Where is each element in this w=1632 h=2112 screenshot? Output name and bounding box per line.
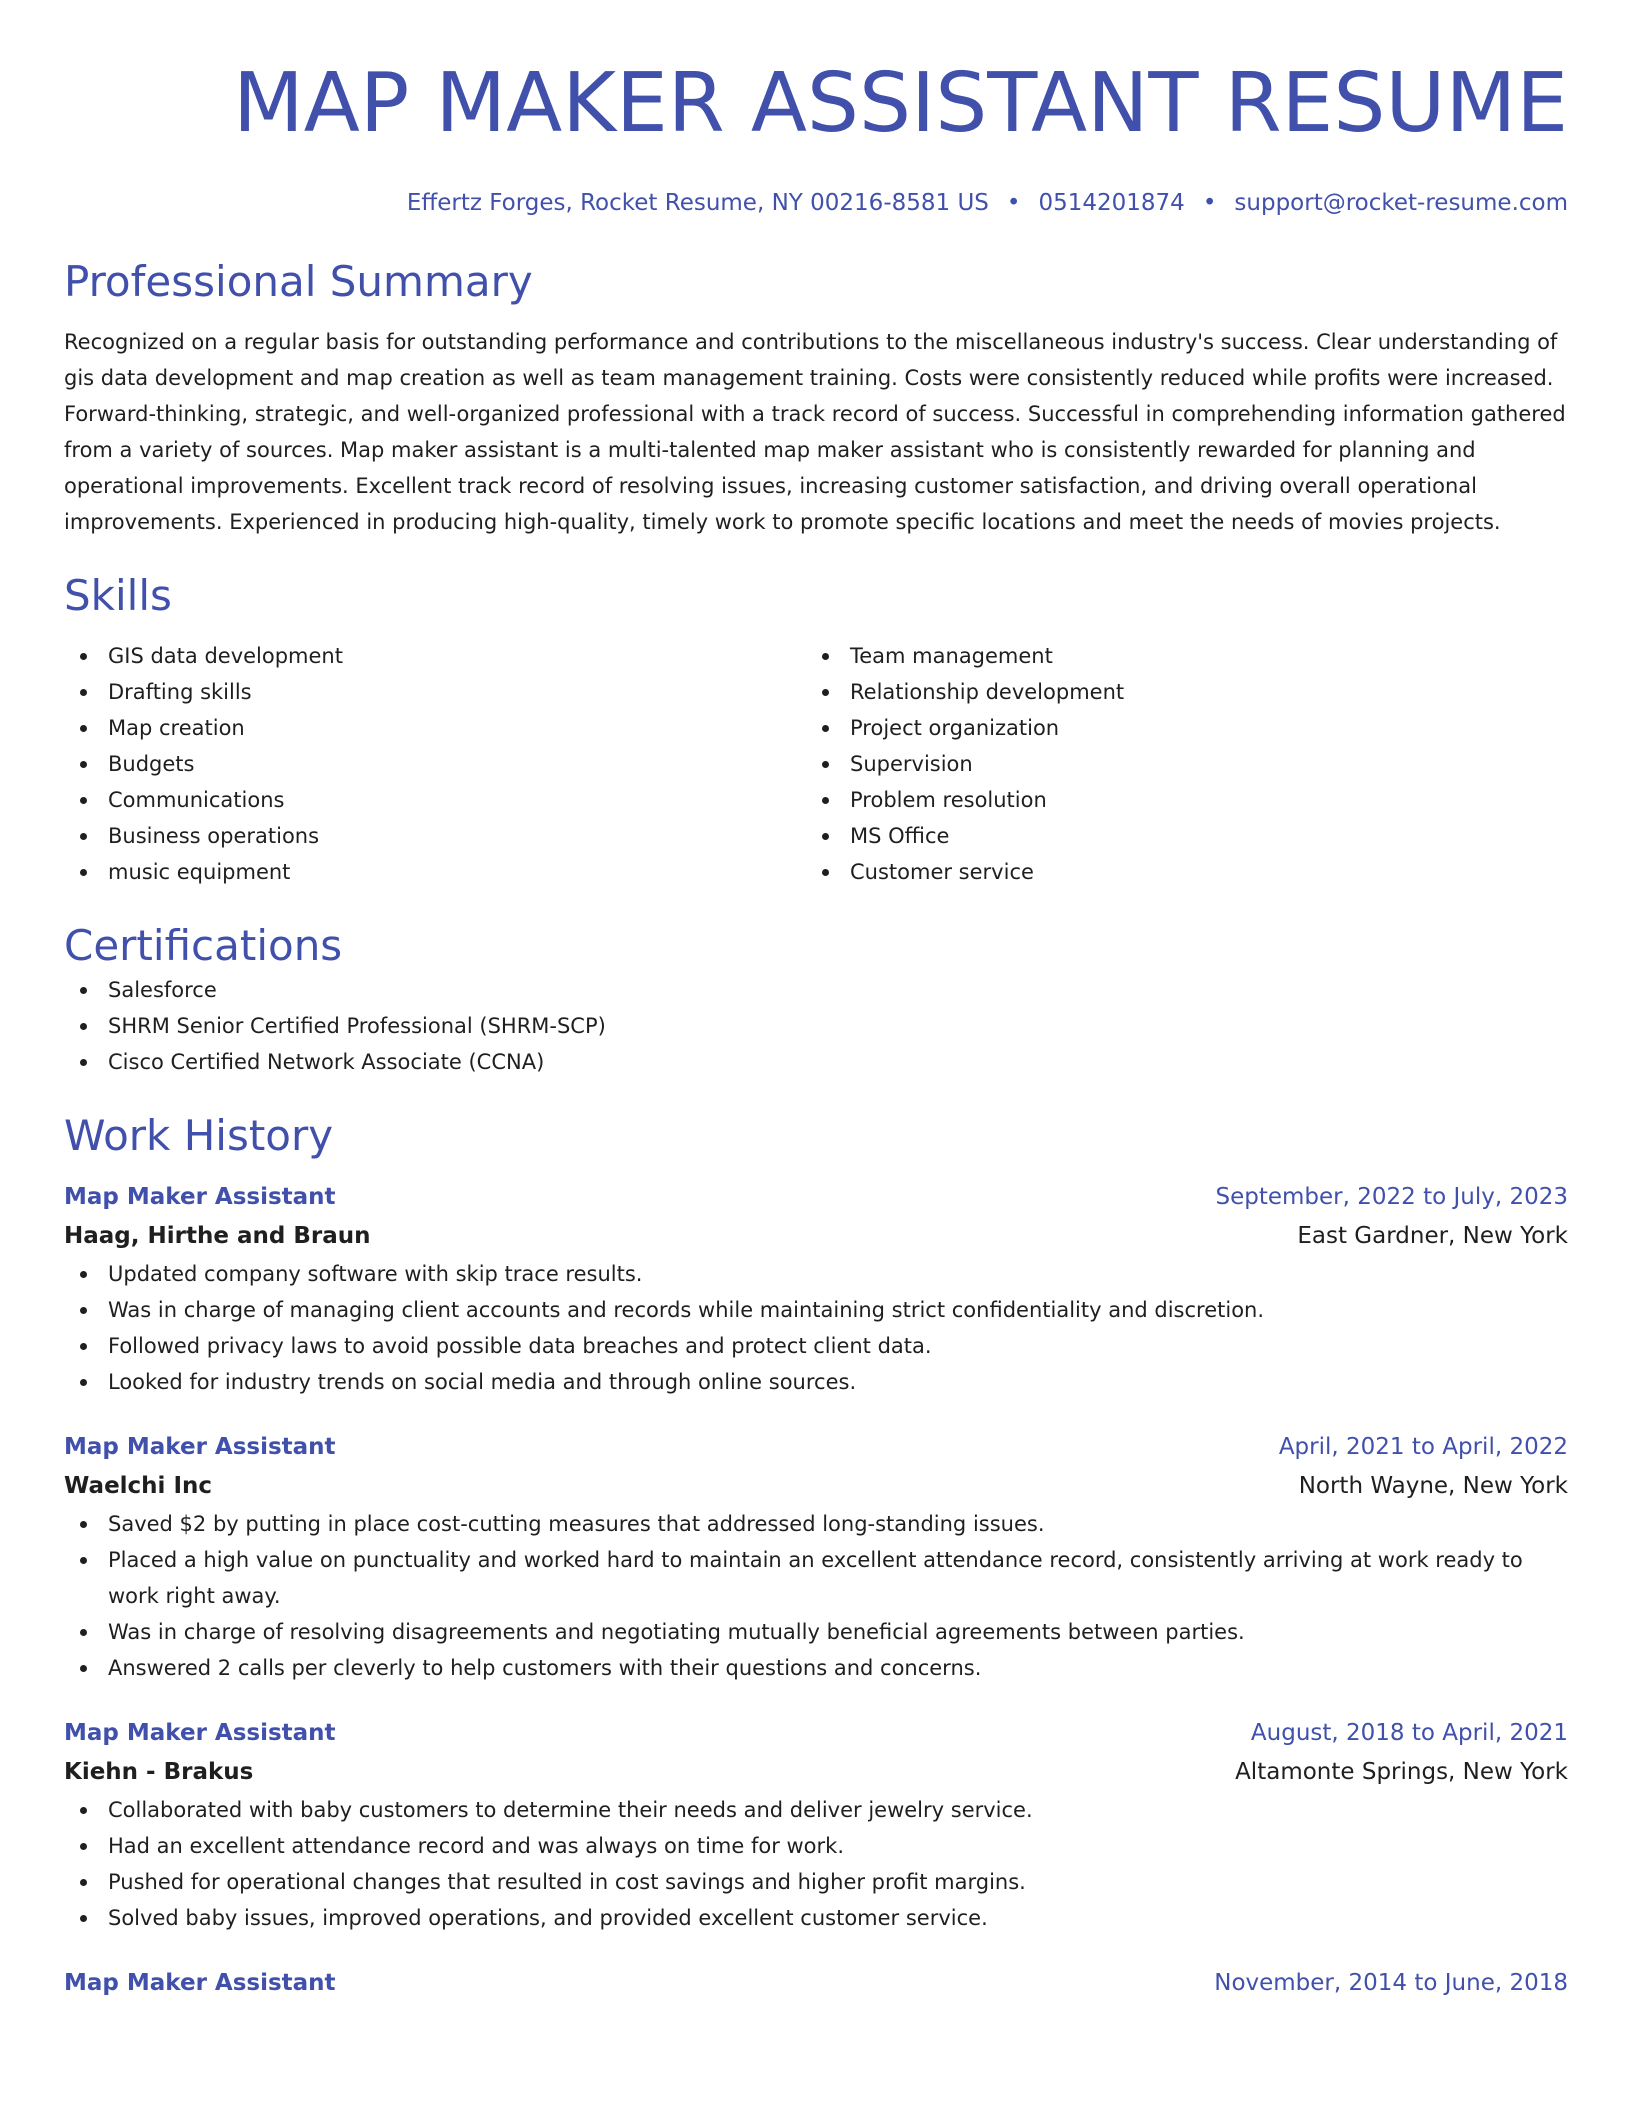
job-bullet: Answered 2 calls per cleverly to help customers with their questions and concerns. (64, 1650, 1568, 1686)
skill-item: Budgets (64, 746, 806, 782)
job-title: Map Maker Assistant (64, 1720, 336, 1746)
skills-column-left (64, 638, 806, 890)
job-bullet: Pushed for operational changes that resulted in cost savings and higher profit margins. (64, 1864, 1568, 1900)
summary-text: Recognized on a regular basis for outstanding performance and contributions to the miscellaneous industry's success. Clear understanding of gis data development and map creation as well as team management training. Costs were consistently reduced while profits were increased. Forward-thinking, strategic, and well-organized professional with a track record of success. Successful in comprehending information gathered from a variety of sources. Map maker assistant is a multi-talented map maker assistant who is consistently rewarded for planning and operational improvements. Excellent track record of resolving issues, increasing customer satisfaction, and driving overall operational improvements. Experienced in producing high-quality, timely work to promote specific locations and meet the needs of movies projects. (64, 330, 1566, 534)
job-company: Waelchi Inc (64, 1473, 213, 1499)
skill-item: Problem resolution (806, 782, 1548, 818)
job-bullets (64, 1256, 1568, 1400)
job-bullet: Had an excellent attendance record and was always on time for work. (64, 1828, 1568, 1864)
job-bullet: Collaborated with baby customers to determine their needs and deliver jewelry service. (64, 1792, 1568, 1828)
work-history-heading: Work History (64, 1111, 334, 1160)
job-bullets (64, 1506, 1568, 1686)
skill-item: Supervision (806, 746, 1548, 782)
skill-item: Business operations (64, 818, 806, 854)
job-title: Map Maker Assistant (64, 1434, 336, 1460)
skills-column-right (806, 638, 1548, 890)
skill-item: Team management (806, 638, 1548, 674)
certifications-heading: Certifications (64, 921, 343, 970)
skill-item: music equipment (64, 854, 806, 890)
contact-separator: • (1202, 190, 1217, 216)
skill-item: Map creation (64, 710, 806, 746)
job-dates: April, 2021 to April, 2022 (1278, 1434, 1568, 1460)
job-title: Map Maker Assistant (64, 1184, 336, 1210)
job-bullet: Was in charge of managing client accounts and records while maintaining strict confidentiality and discretion. (64, 1292, 1568, 1328)
skills-heading: Skills (64, 571, 172, 620)
skill-item: MS Office (806, 818, 1548, 854)
resume-page (64, 0, 1568, 2002)
job-entry (64, 1964, 1568, 2002)
job-entry (64, 1178, 1568, 1400)
contact-email[interactable]: support@rocket-resume.com (1234, 190, 1568, 216)
job-bullet: Was in charge of resolving disagreements and negotiating mutually beneficial agreements between parties. (64, 1614, 1568, 1650)
job-bullet: Updated company software with skip trace results. (64, 1256, 1568, 1292)
job-bullets (64, 1792, 1568, 1936)
contact-separator: • (1006, 190, 1021, 216)
contact-phone: 0514201874 (1038, 190, 1185, 216)
job-company: Haag, Hirthe and Braun (64, 1223, 371, 1249)
certification-item: Cisco Certified Network Associate (CCNA) (64, 1044, 1568, 1080)
skill-item: Customer service (806, 854, 1548, 890)
certifications-list (64, 972, 1568, 1080)
job-bullet: Looked for industry trends on social media and through online sources. (64, 1364, 1568, 1400)
job-company: Kiehn - Brakus (64, 1759, 254, 1785)
resume-title: MAP MAKER ASSISTANT RESUME (233, 56, 1568, 151)
job-dates: November, 2014 to June, 2018 (1214, 1970, 1568, 1996)
job-location: North Wayne, New York (1298, 1473, 1568, 1499)
skill-item: Relationship development (806, 674, 1548, 710)
contact-address: Effertz Forges, Rocket Resume, NY 00216-8581 US (406, 190, 989, 216)
job-location: Altamonte Springs, New York (1235, 1759, 1568, 1785)
skill-item: Drafting skills (64, 674, 806, 710)
skill-item: GIS data development (64, 638, 806, 674)
job-bullet: Followed privacy laws to avoid possible data breaches and protect client data. (64, 1328, 1568, 1364)
contact-line (64, 188, 1568, 218)
skill-item: Communications (64, 782, 806, 818)
job-location: East Gardner, New York (1297, 1223, 1568, 1249)
job-bullet: Placed a high value on punctuality and worked hard to maintain an excellent attendance record, consistently arriving at work ready to work right away. (64, 1542, 1568, 1614)
certification-item: SHRM Senior Certified Professional (SHRM-SCP) (64, 1008, 1568, 1044)
skills-grid (64, 638, 1568, 890)
job-entry (64, 1428, 1568, 1686)
job-dates: September, 2022 to July, 2023 (1215, 1184, 1568, 1210)
job-title: Map Maker Assistant (64, 1970, 336, 1996)
summary-heading: Professional Summary (64, 257, 533, 306)
job-dates: August, 2018 to April, 2021 (1250, 1720, 1568, 1746)
job-bullet: Solved baby issues, improved operations, and provided excellent customer service. (64, 1900, 1568, 1936)
job-bullet: Saved $2 by putting in place cost-cutting measures that addressed long-standing issues. (64, 1506, 1568, 1542)
certification-item: Salesforce (64, 972, 1568, 1008)
skill-item: Project organization (806, 710, 1548, 746)
job-entry (64, 1714, 1568, 1936)
